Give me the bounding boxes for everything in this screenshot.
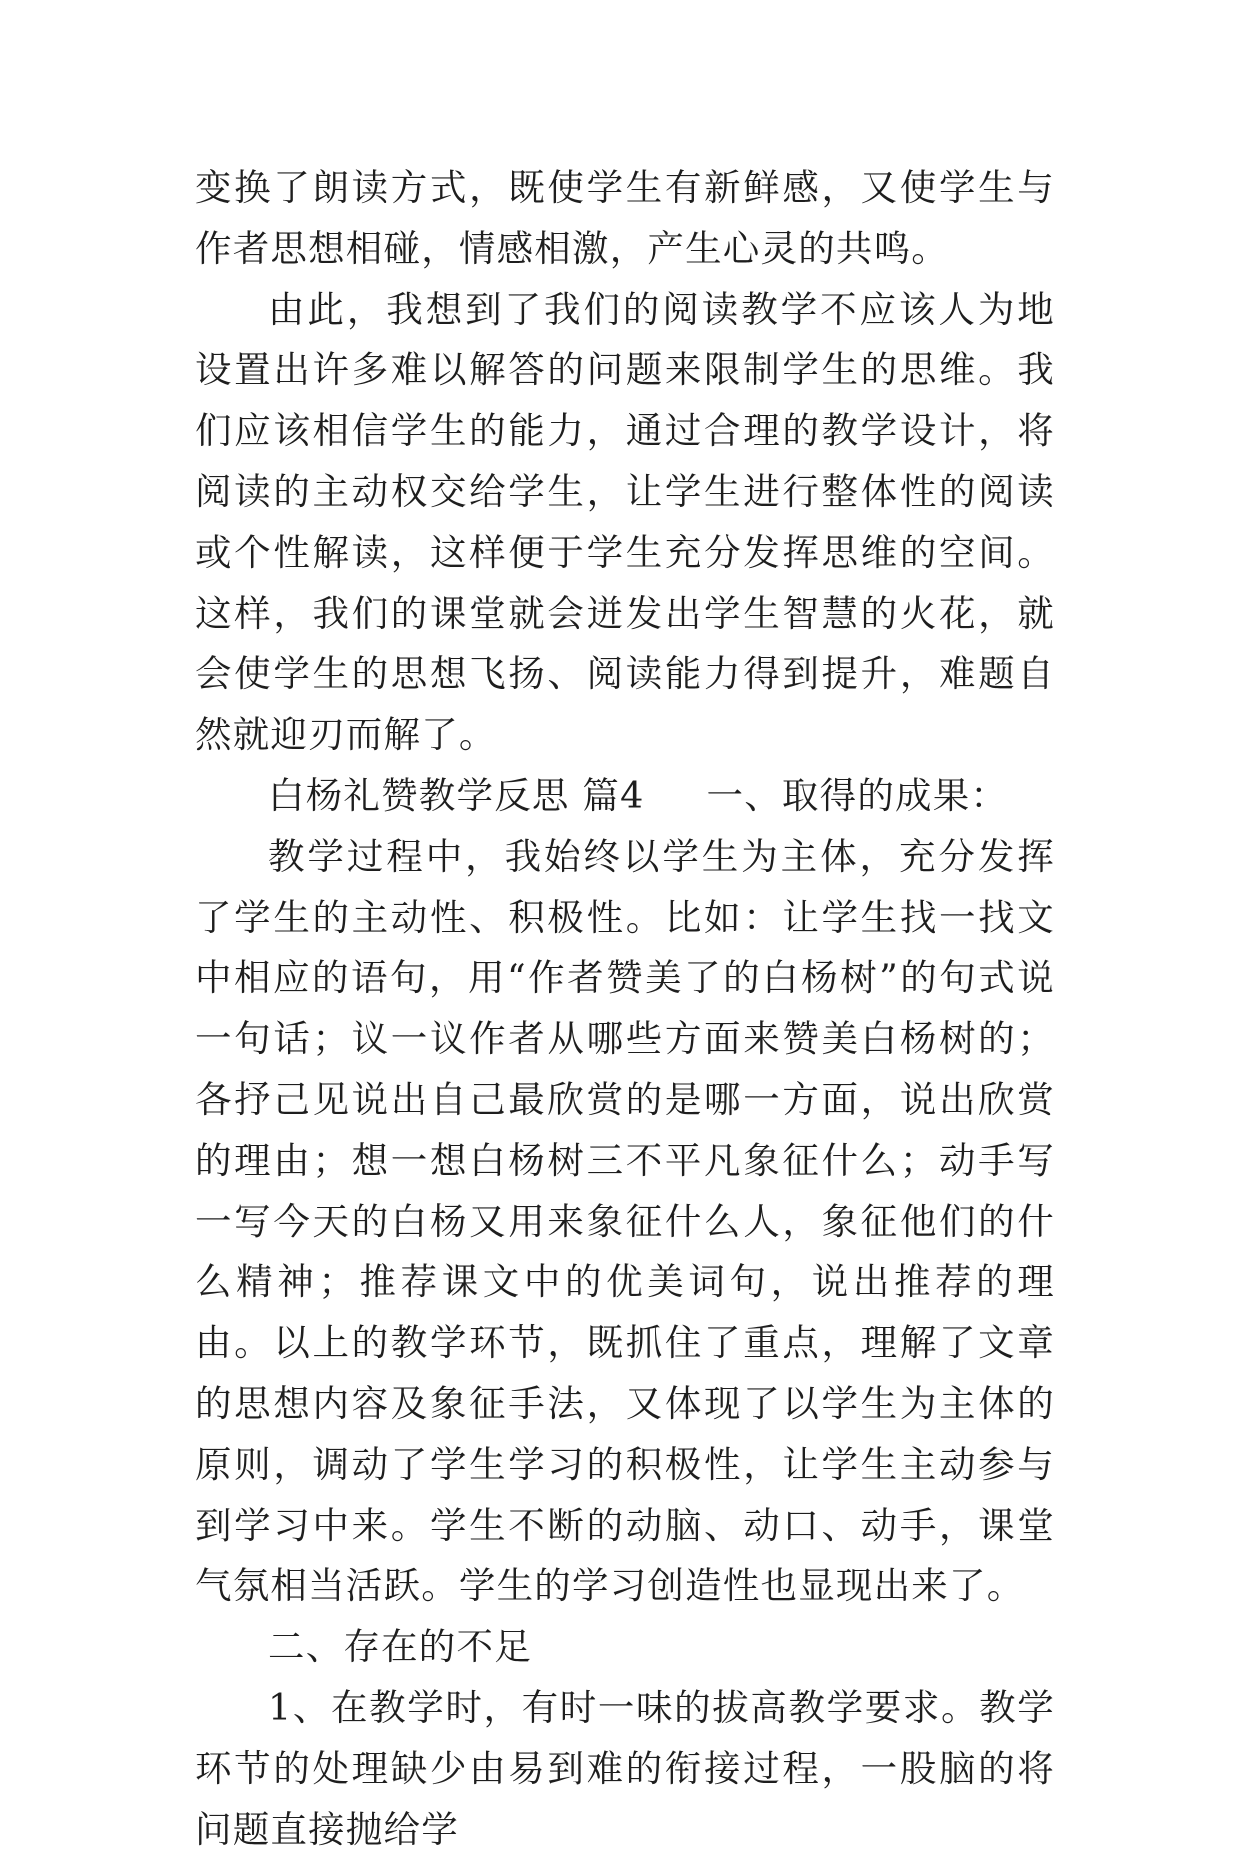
subsection-title-achievements: 一、取得的成果： [706,773,1009,817]
section-title: 白杨礼赞教学反思 篇4 [268,773,645,817]
subsection-title-shortcomings: 二、存在的不足 [268,1625,532,1669]
paragraph-achievements: 教学过程中，我始终以学生为主体，充分发挥了学生的主动性、积极性。比如：让学生找一找文中相应的语句，用“作者赞美了的白杨树”的句式说一句话；议一议作者从哪些方面来赞美白杨树的；各抒己见说出自己最欣赏的是哪一方面，说出欣赏的理由；想一想白杨树三不平凡象征什么；动手写一写今天的白杨又用来象征什么人，象征他们的什么精神；推荐课文中的优美词句，说出推荐的理由。以上的教学环节，既抓住了重点，理解了文章的思想内容及象征手法，又体现了以学生为主体的原则，调动了学生学习的积极性，让学生主动参与到学习中来。学生不断的动脑、动口、动手，课堂气氛相当活跃。学生的学习创造性也显现出来了。 [195,834,1055,1608]
document-page [195,158,1055,1860]
paragraph-continued: 变换了朗读方式，既使学生有新鲜感，又使学生与作者思想相碰，情感相激，产生心灵的共鸣。 [195,166,1055,270]
paragraph-shortcoming-1: 1、在教学时，有时一味的拔高教学要求。教学环节的处理缺少由易到难的衔接过程，一股脑的将问题直接抛给学 [195,1685,1055,1851]
paragraph-reading-teaching: 由此，我想到了我们的阅读教学不应该人为地设置出许多难以解答的问题来限制学生的思维。我们应该相信学生的能力，通过合理的教学设计，将阅读的主动权交给学生，让学生进行整体性的阅读或个性解读，这样便于学生充分发挥思维的空间。这样，我们的课堂就会迸发出学生智慧的火花，就会使学生的思想飞扬、阅读能力得到提升，难题自然就迎刃而解了。 [195,287,1055,757]
section-heading-line [195,766,1055,827]
